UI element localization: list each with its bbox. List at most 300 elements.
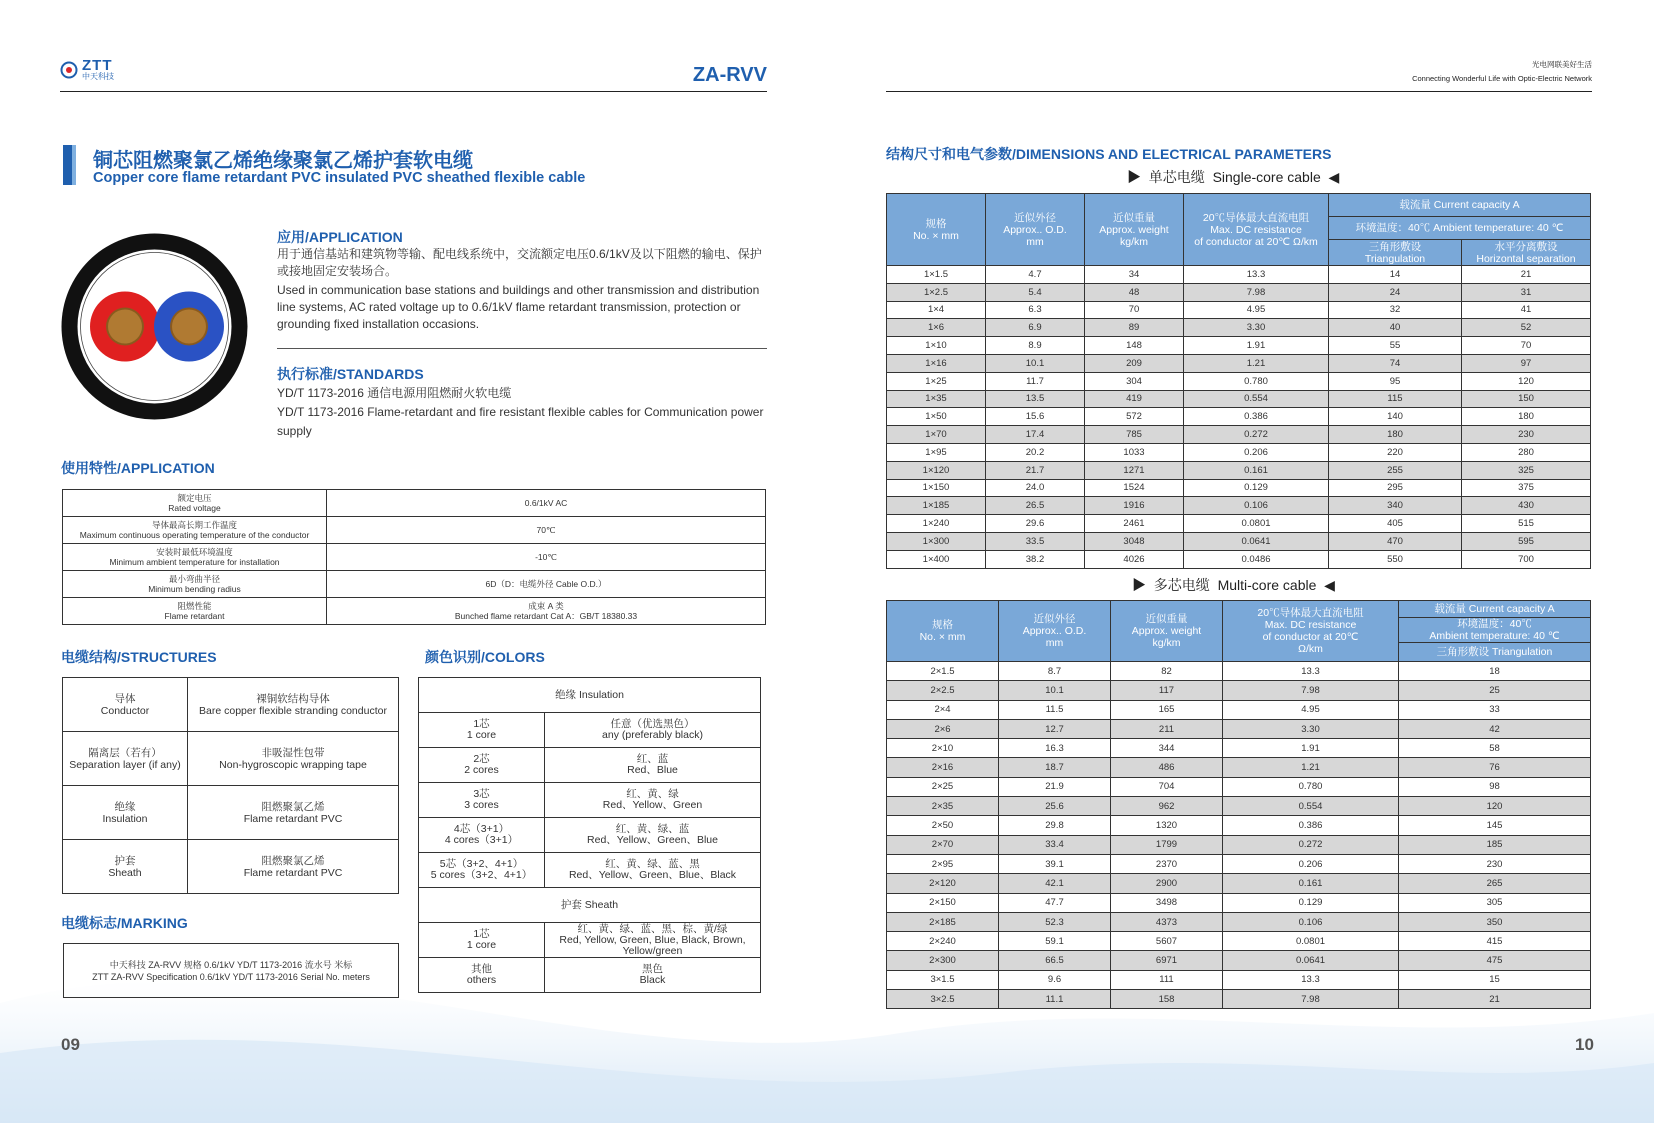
label-cell	[63, 571, 327, 598]
table-cell: 150	[1462, 390, 1591, 408]
table-cell: 33.5	[986, 532, 1085, 550]
marking-line-2: ZTT ZA-RVV Specification 0.6/1kV YD/T 1173-2016 Serial No. meters	[92, 971, 370, 982]
table-cell: 2×185	[887, 912, 999, 931]
standards-line-1: YD/T 1173-2016 通信电源用阻燃耐火软电缆	[277, 386, 512, 400]
component-cell	[63, 786, 188, 840]
color-cn: 任意（优选黑色）	[610, 718, 695, 730]
slogan-en: Connecting Wonderful Life with Optic-Electric Network	[1412, 74, 1592, 83]
table-row	[887, 426, 1591, 444]
table-cell: 4.7	[986, 266, 1085, 284]
table-cell: 0.554	[1184, 390, 1329, 408]
table-cell: 0.780	[1184, 372, 1329, 390]
table-cell: 52.3	[999, 912, 1111, 931]
marking-box	[63, 943, 399, 998]
table-row	[887, 532, 1591, 550]
table-cell: 95	[1329, 372, 1462, 390]
table-cell: 2×300	[887, 951, 999, 970]
company-logo	[60, 58, 114, 81]
table-cell: 21.9	[999, 777, 1111, 796]
table-cell: 255	[1329, 461, 1462, 479]
table-cell: 704	[1111, 777, 1223, 796]
label-cn: 额定电压	[177, 493, 212, 503]
table-cell: 185	[1399, 835, 1591, 854]
component-en: Sheath	[108, 866, 142, 879]
table-cell: 15.6	[986, 408, 1085, 426]
col-weight: 近似重量 Approx. weight kg/km	[1085, 194, 1184, 266]
component-cell	[63, 678, 188, 732]
table-cell: 8.9	[986, 337, 1085, 355]
table-cell: 1×70	[887, 426, 986, 444]
ztt-logo-icon	[60, 61, 78, 79]
table-cell: 1916	[1085, 497, 1184, 515]
table-cell: 20.2	[986, 443, 1085, 461]
label-en: Minimum ambient temperature for installation	[109, 557, 280, 567]
single-core-title	[1127, 167, 1339, 187]
table-cell: 2×150	[887, 893, 999, 912]
table-cell: 1×400	[887, 550, 986, 568]
table-cell: 9.6	[999, 970, 1111, 989]
table-cell: 1033	[1085, 443, 1184, 461]
cores-en: 3 cores	[464, 799, 499, 811]
page-number-right: 10	[1575, 1035, 1594, 1054]
header-rule-right	[886, 91, 1592, 92]
value-en: Bunched flame retardant Cat A：GB/T 18380.33	[454, 611, 638, 621]
table-cell: 405	[1329, 515, 1462, 533]
cores-cell	[419, 713, 545, 748]
table-cell: 1×4	[887, 301, 986, 319]
table-row	[419, 783, 761, 818]
material-cell	[188, 678, 399, 732]
table-cell: 0.780	[1223, 777, 1399, 796]
cores-cn: 其他	[471, 963, 492, 975]
table-cell: 3.30	[1223, 719, 1399, 738]
table-cell: 325	[1462, 461, 1591, 479]
component-cell	[63, 840, 188, 894]
multi-title-cn: 多芯电缆	[1153, 577, 1210, 593]
insulation-header-cell	[419, 678, 761, 713]
triangle-left-icon: ◀	[1328, 169, 1340, 185]
standards-line-2: YD/T 1173-2016 Flame-retardant and fire resistant flexible cables for Communication power supply	[277, 405, 764, 438]
table-cell: 4.95	[1184, 301, 1329, 319]
table-cell: 21	[1399, 990, 1591, 1009]
table-row	[887, 893, 1591, 912]
table-cell: 375	[1462, 479, 1591, 497]
table-cell: 3498	[1111, 893, 1223, 912]
color-cell	[545, 818, 761, 853]
cores-cn: 1芯	[473, 928, 490, 940]
color-cn: 红、黄、绿、蓝、黑	[605, 858, 700, 870]
table-cell: 29.6	[986, 515, 1085, 533]
page-number-left: 09	[61, 1035, 80, 1054]
table-cell: 2×95	[887, 854, 999, 873]
slogan-cn: 光电网联美好生活	[1532, 60, 1592, 69]
table-row	[63, 786, 399, 840]
table-cell: 0.206	[1184, 443, 1329, 461]
table-cell: 39.1	[999, 854, 1111, 873]
table-cell: 13.3	[1223, 662, 1399, 681]
single-core-table	[886, 193, 1591, 569]
table-row	[887, 874, 1591, 893]
table-cell: 25	[1399, 681, 1591, 700]
table-cell: 0.554	[1223, 797, 1399, 816]
table-cell: 180	[1462, 408, 1591, 426]
table-row	[887, 739, 1591, 758]
table-cell: 1.21	[1223, 758, 1399, 777]
table-cell: 111	[1111, 970, 1223, 989]
cores-en: 2 cores	[464, 764, 499, 776]
color-en: Red、Blue	[627, 764, 678, 776]
table-cell: 1×240	[887, 515, 986, 533]
table-cell: 6971	[1111, 951, 1223, 970]
table-cell: 7.98	[1184, 283, 1329, 301]
cores-en: others	[466, 974, 497, 986]
structures-heading: 电缆结构/STRUCTURES	[61, 649, 217, 665]
material-cell	[188, 840, 399, 894]
header-rule-left	[60, 91, 767, 92]
table-cell: 1×120	[887, 461, 986, 479]
color-cell	[545, 713, 761, 748]
table-cell: 140	[1329, 408, 1462, 426]
table-row	[887, 301, 1591, 319]
component-cn: 隔离层（若有）	[88, 746, 162, 759]
table-cell: 0.0641	[1184, 532, 1329, 550]
label-en: Maximum continuous operating temperature of the conductor	[79, 530, 310, 540]
value-cell	[327, 571, 766, 598]
table-row	[887, 550, 1591, 568]
table-cell: 295	[1329, 479, 1462, 497]
cores-cn: 3芯	[473, 788, 490, 800]
table-row	[887, 354, 1591, 372]
table-cell: 1.91	[1184, 337, 1329, 355]
material-cell	[188, 786, 399, 840]
colors-heading: 颜色识别/COLORS	[425, 649, 545, 665]
col-resistance: 20℃导体最大直流电阻 Max. DC resistance of conductor at 20℃ Ω/km	[1184, 194, 1329, 266]
table-cell: 1×300	[887, 532, 986, 550]
table-cell: 18.7	[999, 758, 1111, 777]
table-cell: 550	[1329, 550, 1462, 568]
table-cell: 0.386	[1223, 816, 1399, 835]
cores-cell	[419, 818, 545, 853]
table-row	[887, 758, 1591, 777]
table-cell: 47.7	[999, 893, 1111, 912]
table-row	[887, 515, 1591, 533]
cores-en: 1 core	[466, 729, 497, 741]
table-row	[887, 970, 1591, 989]
col-od: 近似外径 Approx.. O.D. mm	[999, 601, 1111, 662]
material-cn: 非吸湿性包带	[261, 746, 325, 759]
single-title-en: Single-core cable	[1212, 169, 1321, 185]
logo-text: ZTT	[82, 57, 113, 74]
table-cell: 475	[1399, 951, 1591, 970]
table-row	[63, 517, 766, 544]
table-row	[419, 748, 761, 783]
table-cell: 74	[1329, 354, 1462, 372]
table-cell: 115	[1329, 390, 1462, 408]
component-en: Conductor	[100, 704, 150, 717]
table-cell: 1×150	[887, 479, 986, 497]
table-cell: 17.4	[986, 426, 1085, 444]
color-cn: 红、蓝	[636, 753, 669, 765]
table-row	[887, 816, 1591, 835]
table-cell: 158	[1111, 990, 1223, 1009]
marking-line-1: 中天科技 ZA-RVV 规格 0.6/1kV YD/T 1173-2016 流水号 米标	[109, 959, 353, 970]
table-cell: 7.98	[1223, 990, 1399, 1009]
material-en: Flame retardant PVC	[243, 812, 343, 825]
table-cell: 3048	[1085, 532, 1184, 550]
table-cell: 1799	[1111, 835, 1223, 854]
table-cell: 211	[1111, 719, 1223, 738]
table-cell: 265	[1399, 874, 1591, 893]
cores-en: 5 cores（3+2、4+1）	[430, 869, 533, 881]
table-cell: 0.0486	[1184, 550, 1329, 568]
table-cell: 595	[1462, 532, 1591, 550]
section-divider	[277, 348, 767, 349]
table-cell: 145	[1399, 816, 1591, 835]
cores-cell	[419, 853, 545, 888]
table-row	[887, 662, 1591, 681]
standards-heading: 执行标准/STANDARDS	[277, 366, 424, 382]
table-cell: 2900	[1111, 874, 1223, 893]
table-row	[887, 990, 1591, 1009]
table-cell: 1320	[1111, 816, 1223, 835]
label-en: Flame retardant	[164, 611, 225, 621]
table-cell: 40	[1329, 319, 1462, 337]
cores-cell	[419, 783, 545, 818]
characteristics-table	[62, 489, 766, 625]
insulation-header	[419, 678, 761, 713]
table-cell: 33	[1399, 700, 1591, 719]
color-cell	[545, 783, 761, 818]
table-cell: 14	[1329, 266, 1462, 284]
col-triangulation: 三角形敷设 Triangulation	[1399, 643, 1591, 662]
table-cell: 230	[1399, 854, 1591, 873]
col-ambient: 环境温度：40℃ Ambient temperature: 40 ℃	[1329, 217, 1591, 240]
table-row	[887, 951, 1591, 970]
table-cell: 0.0641	[1223, 951, 1399, 970]
table-cell: 16.3	[999, 739, 1111, 758]
table-row	[887, 479, 1591, 497]
sheath-header	[419, 888, 761, 923]
table-cell: 1×16	[887, 354, 986, 372]
component-cn: 绝缘	[114, 800, 136, 813]
table-cell: 29.8	[999, 816, 1111, 835]
material-cn: 阻燃聚氯乙烯	[261, 800, 325, 813]
table-cell: 350	[1399, 912, 1591, 931]
table-cell: 3.30	[1184, 319, 1329, 337]
table-cell: 419	[1085, 390, 1184, 408]
table-cell: 2×240	[887, 932, 999, 951]
table-row	[887, 854, 1591, 873]
table-cell: 33.4	[999, 835, 1111, 854]
table-cell: 70	[1085, 301, 1184, 319]
color-en: Black	[639, 974, 666, 986]
value-cn: 70℃	[536, 525, 556, 535]
table-cell: 70	[1462, 337, 1591, 355]
table-cell: 4.95	[1223, 700, 1399, 719]
cores-cn: 1芯	[473, 718, 490, 730]
dimensions-heading: 结构尺寸和电气参数/DIMENSIONS AND ELECTRICAL PARAMETERS	[886, 146, 1332, 162]
material-cell	[188, 732, 399, 786]
table-row	[887, 932, 1591, 951]
table-cell: 18	[1399, 662, 1591, 681]
table-cell: 5607	[1111, 932, 1223, 951]
table-cell: 148	[1085, 337, 1184, 355]
table-cell: 1524	[1085, 479, 1184, 497]
table-row	[887, 700, 1591, 719]
table-row	[887, 319, 1591, 337]
table-cell: 2×4	[887, 700, 999, 719]
table-cell: 220	[1329, 443, 1462, 461]
table-row	[887, 835, 1591, 854]
multi-core-table	[886, 600, 1591, 1009]
component-cell	[63, 732, 188, 786]
table-cell: 15	[1399, 970, 1591, 989]
table-cell: 58	[1399, 739, 1591, 758]
table-row	[419, 923, 761, 958]
color-en: Red, Yellow, Green, Blue, Black, Brown, Yellow/green	[559, 933, 746, 957]
label-cn: 导体最高长期工作温度	[151, 520, 237, 530]
label-cell	[63, 544, 327, 571]
table-cell: 1×10	[887, 337, 986, 355]
title-en: Copper core flame retardant PVC insulated PVC sheathed flexible cable	[93, 170, 586, 186]
table-cell: 0.0801	[1223, 932, 1399, 951]
table-cell: 0.106	[1223, 912, 1399, 931]
table-cell: 209	[1085, 354, 1184, 372]
cores-cn: 4芯（3+1）	[453, 823, 510, 835]
table-cell: 6.3	[986, 301, 1085, 319]
label-cn: 安装时最低环境温度	[156, 547, 233, 557]
color-cn: 黑色	[642, 963, 663, 975]
table-row	[419, 818, 761, 853]
table-cell: 3×2.5	[887, 990, 999, 1009]
value-cn: 6D（D：电缆外径 Cable O.D.）	[485, 579, 607, 589]
value-cell	[327, 490, 766, 517]
table-cell: 5.4	[986, 283, 1085, 301]
table-cell: 430	[1462, 497, 1591, 515]
table-cell: 2×70	[887, 835, 999, 854]
color-cn: 红、黄、绿、蓝	[615, 823, 690, 835]
table-cell: 13.3	[1223, 970, 1399, 989]
table-cell: 21	[1462, 266, 1591, 284]
colors-table	[418, 677, 761, 993]
table-cell: 2×2.5	[887, 681, 999, 700]
table-row	[887, 337, 1591, 355]
table-row	[63, 490, 766, 517]
table-cell: 120	[1462, 372, 1591, 390]
table-cell: 2×1.5	[887, 662, 999, 681]
table-cell: 0.129	[1223, 893, 1399, 912]
table-cell: 1×50	[887, 408, 986, 426]
table-cell: 117	[1111, 681, 1223, 700]
col-ambient: 环境温度：40℃ Ambient temperature: 40 ℃	[1399, 618, 1591, 643]
table-row	[887, 266, 1591, 284]
table-cell: 340	[1329, 497, 1462, 515]
table-cell: 1×6	[887, 319, 986, 337]
characteristics-heading: 使用特性/APPLICATION	[61, 460, 215, 476]
cores-cell	[419, 958, 545, 993]
label-cell	[63, 598, 327, 625]
table-cell: 32	[1329, 301, 1462, 319]
table-cell: 230	[1462, 426, 1591, 444]
component-cn: 导体	[114, 692, 136, 705]
table-row	[887, 390, 1591, 408]
color-en: Red、Yellow、Green、Blue	[587, 834, 718, 846]
color-cn: 红、黄、绿、蓝、黑、棕、黄/绿	[577, 922, 728, 935]
table-cell: 1×2.5	[887, 283, 986, 301]
value-cell	[327, 544, 766, 571]
cores-cn: 5芯（3+2、4+1）	[439, 858, 524, 870]
table-cell: 11.7	[986, 372, 1085, 390]
table-cell: 486	[1111, 758, 1223, 777]
table-cell: 2×120	[887, 874, 999, 893]
table-cell: 2×35	[887, 797, 999, 816]
table-cell: 11.5	[999, 700, 1111, 719]
table-cell: 3×1.5	[887, 970, 999, 989]
material-cn: 阻燃聚氯乙烯	[261, 854, 325, 867]
table-row	[419, 713, 761, 748]
table-cell: 180	[1329, 426, 1462, 444]
table-cell: 0.0801	[1184, 515, 1329, 533]
table-cell: 280	[1462, 443, 1591, 461]
table-cell: 165	[1111, 700, 1223, 719]
table-cell: 305	[1399, 893, 1591, 912]
table-row	[63, 571, 766, 598]
color-en: any (preferably black)	[602, 729, 703, 741]
triangle-right-icon: ▶	[1127, 169, 1141, 185]
table-row	[887, 912, 1591, 931]
table-cell: 120	[1399, 797, 1591, 816]
table-cell: 6.9	[986, 319, 1085, 337]
table-cell: 76	[1399, 758, 1591, 777]
table-cell: 2×16	[887, 758, 999, 777]
color-en: Red、Yellow、Green、Blue、Black	[568, 869, 737, 881]
structures-table	[62, 677, 399, 894]
table-cell: 1×25	[887, 372, 986, 390]
color-cn: 红、黄、绿	[626, 788, 679, 800]
application-text-cn: 用于通信基站和建筑物等输、配电线系统中，交流额定电压0.6/1kV及以下阻燃的输电、保护或接地固定安装场合。	[277, 247, 762, 278]
table-row	[887, 497, 1591, 515]
material-en: Flame retardant PVC	[243, 866, 343, 879]
table-cell: 2461	[1085, 515, 1184, 533]
sheath-header-cell	[419, 888, 761, 923]
table-row	[419, 853, 761, 888]
table-cell: 52	[1462, 319, 1591, 337]
table-cell: 415	[1399, 932, 1591, 951]
table-cell: 2×10	[887, 739, 999, 758]
table-cell: 13.5	[986, 390, 1085, 408]
label-cell	[63, 517, 327, 544]
table-cell: 1×95	[887, 443, 986, 461]
table-cell: 55	[1329, 337, 1462, 355]
table-cell: 89	[1085, 319, 1184, 337]
triangle-right-icon: ▶	[1132, 577, 1146, 593]
table-cell: 13.3	[1184, 266, 1329, 284]
table-cell: 42	[1399, 719, 1591, 738]
col-spec: 规格 No. × mm	[887, 601, 999, 662]
table-cell: 2×25	[887, 777, 999, 796]
slogan	[1412, 58, 1592, 86]
value-cn: -10℃	[535, 552, 557, 562]
table-row	[887, 283, 1591, 301]
table-cell: 25.6	[999, 797, 1111, 816]
table-cell: 66.5	[999, 951, 1111, 970]
col-spec: 规格 No. × mm	[887, 194, 986, 266]
table-row	[887, 461, 1591, 479]
label-cell	[63, 490, 327, 517]
col-horizontal: 水平分离敷设 Horizontal separation	[1462, 240, 1591, 266]
table-cell: 98	[1399, 777, 1591, 796]
table-row	[63, 598, 766, 625]
